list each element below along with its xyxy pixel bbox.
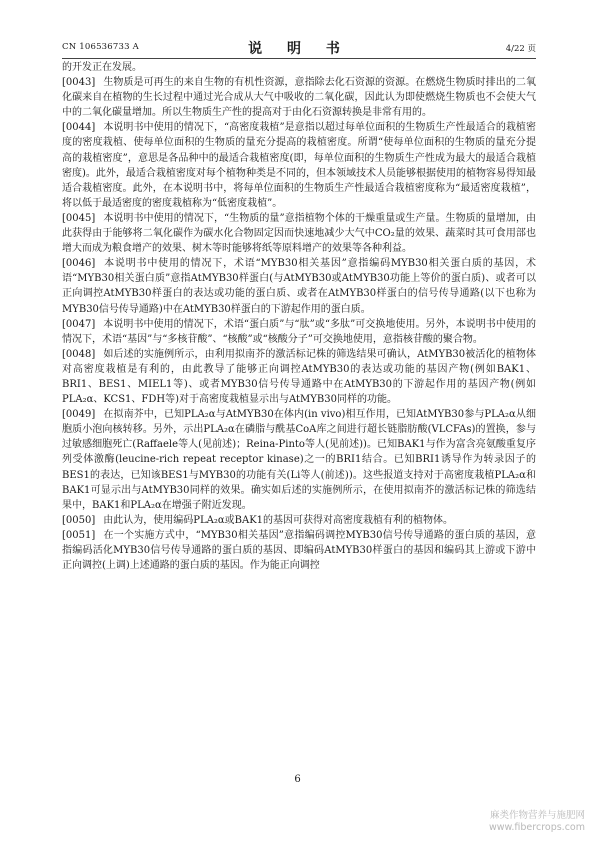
paragraph-text: 在拟南芥中，已知PLA₂α与AtMYB30在体内(in vivo)相互作用，已知AtMYB30参与PLA₂α从细胞质小泡向核转移。另外，示出PLA₂α在磷脂与酰基CoA库之间进行超长链脂肪酸(VLCFAs)的置换，参与过敏感细胞死亡(Raffaele等人(见前述)；Reina-Pinto等人(见前述))。已知BAK1与作为富含亮氨酸重复序列受体激酶(leucine-rich repeat receptor kinase)之一的BRI1结合。已知BRI1诱导作为转录因子的BES1的表达，已知该BES1与MYB30的功能有关(Li等人(前述))。这些报道支持对于高密度栽植PLA₂α和BAK1可显示出与AtMYB30同样的效果。确实如后述的实施例所示，在使用拟南芥的激活标记株的筛选结果中，BAK1和PLA₂α在增强子附近发现。 xyxy=(62,409,536,511)
page-header xyxy=(62,40,536,59)
paragraph-text: 由此认为，使用编码PLA₂α或BAK1的基因可获得对高密度栽植有利的植物体。 xyxy=(103,514,454,526)
page-info: 4/22 页 xyxy=(505,44,536,54)
paragraph-text: 本说明书中使用的情况下，“高密度栽植”是意指以超过每单位面积的生物质生产性最适合的栽植密度的密度栽植、使每单位面积的生物质的量充分提高的栽植密度。所谓“使每单位面积的生物质的量充分提高的栽植密度”，意思是各品种中的最适合栽植密度(即，每单位面积的生物质生产性成为最大的最适合栽植密度)。此外，最适合栽植密度对每个植物种类是不同的，但本领域技术人员能够根据使用的植物容易得知最适合栽植密度。此外，在本说明书中，将每单位面积的生物质生产性最适合栽植密度称为“最适密度栽植”，将以低于最适密度的密度栽植称为“低密度栽植”。 xyxy=(62,122,536,209)
paragraph-0047 xyxy=(62,317,536,347)
publication-number: CN 106536733 A xyxy=(62,42,139,52)
paragraph-number: [0049] xyxy=(62,409,96,421)
paragraph-0051 xyxy=(62,528,536,573)
watermark-url: www.fibercrops.com xyxy=(488,822,585,833)
paragraph-text: 生物质是可再生的来自生物的有机性资源，意指除去化石资源的资源。在燃烧生物质时排出的二氧化碳来自在植物的生长过程中通过光合成从大气中吸收的二氧化碳，因此认为即使燃烧生物质也不会使大气中的二氧化碳量增加。所以生物质生产性的提高对于由化石资源转换是非常有用的。 xyxy=(62,77,536,119)
paragraph-continuation xyxy=(62,60,536,75)
paragraph-number: [0043] xyxy=(62,77,96,89)
paragraph-text: 本说明书中使用的情况下，术语“蛋白质”与“肽”或“多肽”可交换地使用。另外，本说明书中使用的情况下，术语“基因”与“多核苷酸”、“核酸”或“核酸分子”可交换地使用，意指核苷酸的聚合物。 xyxy=(62,318,536,345)
paragraph-0050 xyxy=(62,513,536,528)
paragraph-0043 xyxy=(62,75,536,120)
paragraph-text: 的开发正在发展。 xyxy=(62,62,142,73)
watermark xyxy=(489,810,585,834)
paragraph-number: [0047] xyxy=(62,318,96,330)
paragraph-text: 本说明书中使用的情况下，“生物质的量”意指植物个体的干燥重量或生产量。生物质的量增加，由此获得由于能够将二氧化碳作为碳水化合物固定因而快速地减少大气中CO₂量的效果、蔬菜时其可食用部也增大而成为粮食增产的效果、树木等时能够将纸等原料增产的效果等各种利益。 xyxy=(62,212,536,255)
paragraph-0049 xyxy=(62,407,536,513)
paragraph-number: [0050] xyxy=(62,514,96,526)
document-body xyxy=(62,60,536,573)
paragraph-text: 如后述的实施例所示，由利用拟南芥的激活标记株的筛选结果可确认，AtMYB30被活化的植物体对高密度栽植是有利的，由此教导了能够正向调控AtMYB30的表达或功能的基因产物(例如BAK1、BRI1、BES1、MIEL1等)、或者MYB30信号传导通路中在AtMYB30的下游起作用的基因产物(例如PLA₂α、KCS1、FDH等)对于高密度栽植显示出与AtMYB30同样的功能。 xyxy=(62,348,536,406)
watermark-title: 麻类作物营养与施肥网 xyxy=(489,810,585,821)
paragraph-0044 xyxy=(62,120,536,211)
paragraph-0045 xyxy=(62,211,536,256)
paragraph-0046 xyxy=(62,256,536,316)
page-number: 6 xyxy=(294,774,301,785)
paragraph-text: 在一个实施方式中，“MYB30相关基因”意指编码调控MYB30信号传导通路的蛋白质的基因，意指编码活化MYB30信号传导通路的蛋白质的基因、即编码AtMYB30样蛋白的基因和编码其上游或下游中正向调控(上调)上述通路的蛋白质的基因。作为能正向调控 xyxy=(62,529,536,572)
document-title: 说 明 书 xyxy=(248,41,350,57)
paragraph-text: 本说明书中使用的情况下，术语“MYB30相关基因”意指编码MYB30相关蛋白质的基因，术语“MYB30相关蛋白质”意指AtMYB30样蛋白(与AtMYB30或AtMYB30功能上等价的蛋白质)、或者可以正向调控AtMYB30样蛋白的表达或功能的蛋白质、或者在AtMYB30样蛋白的信号传导通路(以下也称为MYB30信号传导通路)中在AtMYB30样蛋白的下游起作用的蛋白质。 xyxy=(62,258,536,315)
paragraph-number: [0051] xyxy=(62,529,96,541)
paragraph-number: [0046] xyxy=(62,258,96,270)
paragraph-0048 xyxy=(62,347,536,407)
paragraph-number: [0044] xyxy=(62,122,96,134)
paragraph-number: [0048] xyxy=(62,348,96,360)
paragraph-number: [0045] xyxy=(62,212,96,224)
